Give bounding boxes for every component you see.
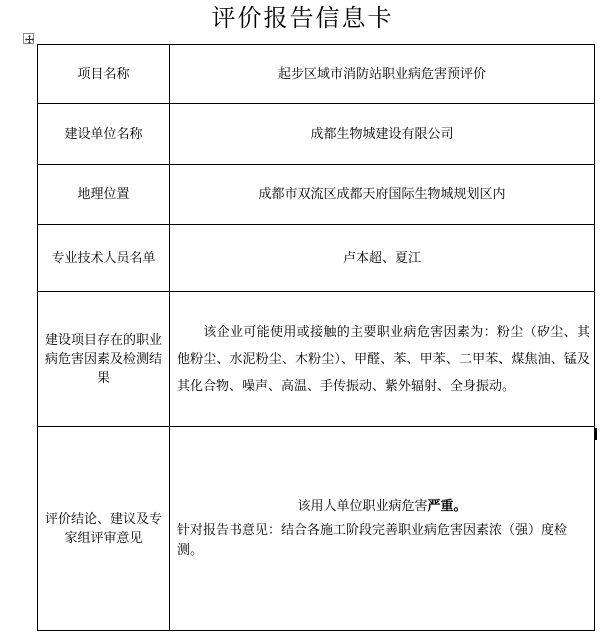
table-row-location: [38, 165, 595, 225]
move-cross-icon: [24, 34, 35, 45]
conclusion-label: 评价结论、建议及专家组评审意见: [44, 511, 162, 546]
table-row-conclusion: [38, 427, 595, 631]
expert-opinion: 针对报告书意见：结合各施工阶段完善职业病危害因素浓（强）度检测。: [177, 522, 568, 558]
table-row-builder: [38, 104, 595, 165]
conclusion-value: [170, 497, 594, 517]
info-card-table: [37, 44, 595, 631]
text-cursor: [595, 428, 597, 440]
staff-value: 卢本超、夏江: [170, 225, 595, 292]
conclusion-prefix: 该用人单位职业病危害: [297, 498, 428, 514]
table-move-handle[interactable]: [23, 33, 34, 44]
location-label: 地理位置: [38, 165, 170, 225]
project-name-label: 项目名称: [38, 45, 170, 104]
table-row-hazards: [38, 292, 595, 427]
builder-label: 建设单位名称: [38, 104, 170, 165]
location-value: 成都市双流区成都天府国际生物城规划区内: [170, 165, 595, 225]
hazards-label: 建设项目存在的职业病危害因素及检测结果: [44, 332, 162, 386]
project-name-value: 起步区域市消防站职业病危害预评价: [170, 45, 595, 104]
builder-value: 成都生物城建设有限公司: [170, 104, 595, 165]
table-row-staff: [38, 225, 595, 292]
hazards-text: 该企业可能使用或接触的主要职业病危害因素为：粉尘（矽尘、其他粉尘、水泥粉尘、木粉尘）、甲醛、苯、甲苯、二甲苯、煤焦油、锰及其化合物、噪声、高温、手传振动、紫外辐射、全身振动。: [177, 324, 590, 394]
page-title: 评价报告信息卡: [211, 4, 394, 32]
hazards-value: [170, 319, 594, 400]
staff-label: 专业技术人员名单: [38, 225, 170, 292]
conclusion-emphasis: 严重。: [427, 498, 467, 514]
table-row-project-name: [38, 45, 595, 104]
